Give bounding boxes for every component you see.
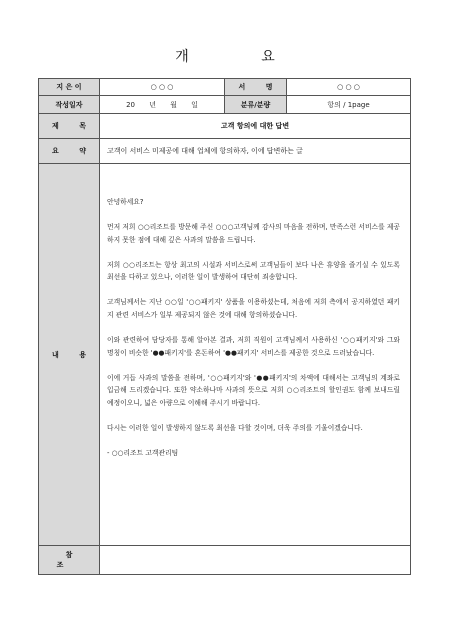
- subject-value[interactable]: 고객 항의에 대한 답변: [100, 114, 411, 139]
- content-paragraph-resort-intro: 저희 ○○리조트는 항상 최고의 시설과 서비스로써 고객님들이 보다 나은 휴양을 즐기실 수 있도록 최선을 다하고 있으나, 이러한 일이 발생하여 대단히 죄송합니다.: [107, 260, 400, 282]
- sign-value[interactable]: ○ ○ ○: [287, 79, 411, 96]
- author-value[interactable]: ○ ○ ○: [100, 79, 225, 96]
- reference-value[interactable]: [100, 546, 411, 575]
- subject-label: 제 목: [39, 114, 100, 139]
- date-row: [39, 96, 411, 114]
- author-row: [39, 79, 411, 96]
- content-paragraph-closing: 다시는 이러한 일이 발생하지 않도록 최선을 다할 것이며, 더욱 주의를 기울이겠습니다.: [107, 424, 363, 433]
- content-row: [39, 164, 411, 546]
- category-value[interactable]: 항의 / 1page: [287, 96, 411, 114]
- reference-row: [39, 546, 411, 575]
- sign-label: 서 명: [225, 79, 287, 96]
- summary-label: 요 약: [39, 139, 100, 164]
- content-signature: - ○○리조트 고객관리팀: [107, 449, 179, 458]
- summary-row: [39, 139, 411, 164]
- content-paragraph-compensation: 이에 거듭 사과의 말씀을 전하며, '○○패키지'와 '●●패키지'의 차액에 대해서는 고객님의 계좌로 입금해 드리겠습니다. 또한 약소하나마 사과의 뜻으로 저희 ○○리조트의 할인권도 함께 보내드릴 예정이오니, 넓은 아량으로 이해해 주시기 바랍니다.: [107, 373, 400, 408]
- author-label: 지 은 이: [39, 79, 100, 96]
- content-paragraph-investigation: 이와 관련하여 담당자를 통해 알아본 결과, 저희 직원이 고객님께서 사용하신 '○○패키지'와 그와 명칭이 비슷한 '●●패키지'를 혼돈하여 '●●패키지' 서비스를 제공한 것으로 드러났습니다.: [107, 336, 400, 357]
- content-paragraph-apology: 먼저 저희 ○○리조트를 방문해 주신 ○○○고객님께 감사의 마음을 전하며, 만족스런 서비스를 제공하지 못한 점에 대해 깊은 사과의 말씀을 드립니다.: [107, 223, 400, 244]
- overview-form: [38, 78, 411, 575]
- subject-row: [39, 114, 411, 139]
- document-title: 개 요: [175, 49, 309, 65]
- date-label: 작성일자: [39, 96, 100, 114]
- reference-label: 참 조: [39, 546, 100, 575]
- summary-value[interactable]: 고객이 서비스 미제공에 대해 업체에 항의하자, 이에 답변하는 글: [100, 139, 411, 164]
- category-label: 분류/분량: [225, 96, 287, 114]
- date-value[interactable]: 20 년 월 일: [100, 96, 225, 114]
- content-label: 내 용: [39, 164, 100, 546]
- content-paragraph-greeting: 안녕하세요?: [107, 198, 144, 206]
- content-paragraph-complaint: 고객님께서는 지난 ○○일 '○○패키지' 상품을 이용하셨는데, 처음에 저희 측에서 공지하였던 패키지 관련 서비스가 일부 제공되지 않은 것에 대해 항의하셨습니다.: [107, 298, 400, 320]
- content-body[interactable]: [100, 164, 411, 546]
